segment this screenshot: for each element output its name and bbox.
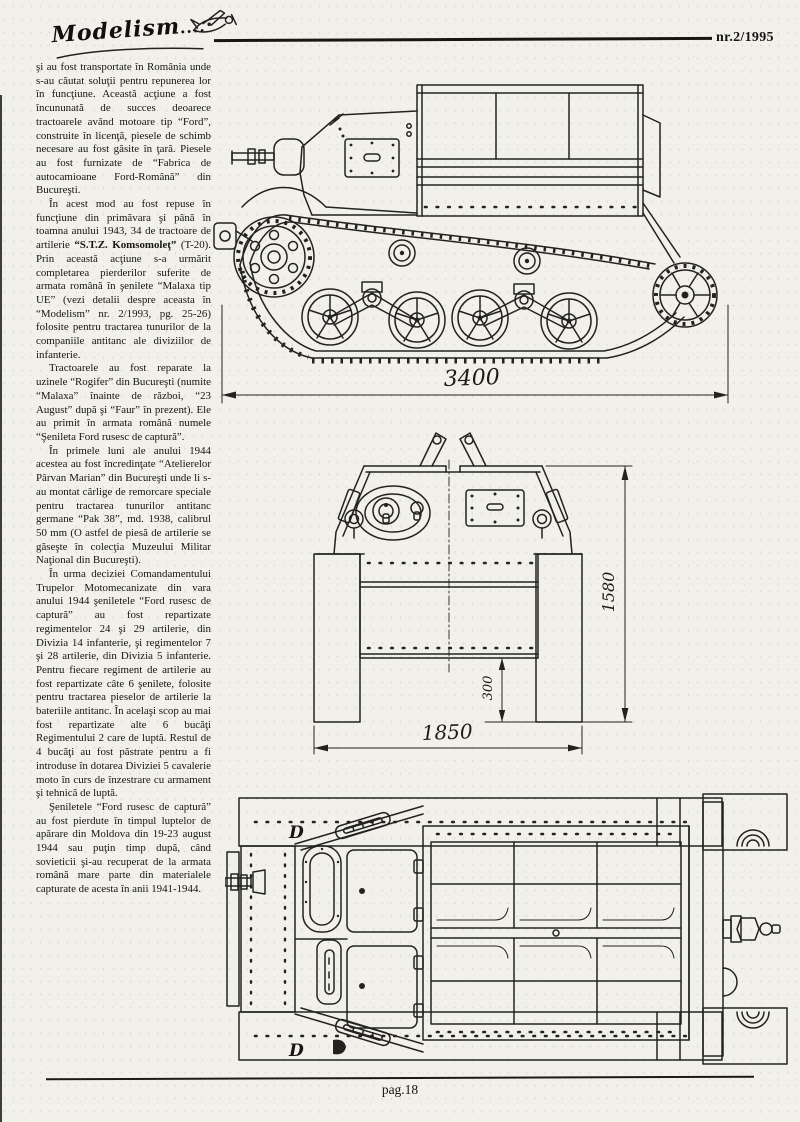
- footer-rule: [46, 1076, 754, 1080]
- gun-mount-opening: [303, 846, 341, 932]
- paragraph: Şeniletele “Ford rusesc de captură” au fost pierdute în timpul luptelor de apărare din Moldova din 19-23 august 1944 sau puţin timp după, când sovieticii şi-au recuperat de la armata română mare parte din materialele capturate de acesta în anii 1941-1944.: [36, 800, 211, 896]
- airplane-doodle-icon: [188, 5, 240, 40]
- cargo-bed-plan: [423, 826, 689, 1040]
- magazine-logo: [51, 10, 234, 66]
- paragraph: [36, 198, 211, 362]
- vehicle-name-bold: “S.T.Z. Komsomoleţ”: [74, 239, 177, 252]
- dimension-width: [314, 719, 582, 754]
- front-view-drawing: [280, 420, 700, 780]
- headlights: [345, 510, 551, 538]
- side-view-drawing: [212, 55, 797, 410]
- paragraph: În urma deciziei Comandamentului Trupelor Motomecanizate din vara anului 1944 şeniletele “Ford rusesc de captură” au fost repartizate regimentelor 24 şi 29 artilerie, din Divizia 14 infanterie, şi regimentelor 7 şi 28 artilerie, din Divizia 5 infanterie. Pentru fiecare regiment de artilerie au fost repartizate câte 6 şenilete, folosite pentru tractarea pieselor de artilerie la bateriile antitanc. În acelaşi scop au mai fost repartizate alte 6 bucăţi Regimentului 2 care de luptă. Restul de 4 bucăţi au fost păstrate pentru a fi introduse în dotarea Diviziei 5 cavalerie moto în curs de înzestrare cu armament şi tehnică de luptă.: [36, 568, 211, 800]
- front-hull: [316, 460, 582, 672]
- hatch-door: [347, 946, 423, 1028]
- dim-label-300: 300: [481, 675, 496, 701]
- front-fender: [214, 188, 416, 250]
- paragraph: În primele luni ale anului 1944 acestea au fost încredinţate “Atelierelor Pârvan Marian” din Bucureşti unde li s-au montat cârlige de remorcare speciale pentru tractarea tunurilor antitanc germane “Pak 38”, md. 1938, calibrul 50 mm (O astfel de piesă de artilerie se găseşte în colecţia Muzeului Militar Naţional din Bucureşti).: [36, 444, 211, 567]
- dim-label-1850: 1850: [421, 719, 474, 745]
- top-vent-slot: [334, 811, 391, 840]
- running-gear: [234, 215, 717, 361]
- dim-label-3400: 3400: [443, 365, 501, 392]
- towing-brackets: [420, 433, 486, 466]
- dimension-clearance: [476, 658, 632, 722]
- logo-text: Modelism: [50, 13, 181, 49]
- gun-barrel: [225, 870, 265, 894]
- page-number: pag.18: [381, 1082, 419, 1097]
- vision-slit: [317, 940, 341, 1004]
- drive-sprocket: [234, 217, 314, 297]
- cab-access-plate: [345, 139, 399, 177]
- logo-dots: ....: [179, 15, 207, 38]
- article-column: [36, 61, 211, 897]
- hatch-door: [347, 850, 423, 932]
- header-rule: [214, 37, 712, 42]
- road-wheel: [389, 292, 445, 348]
- front-hinge-mark: [333, 1040, 346, 1055]
- front-label-d-bottom: D: [289, 1041, 304, 1061]
- paragraph: şi au fost transportate în România unde s-au căutat soluţii pentru repunerea lor în funcţiune. Această acţiune a fost încununată de succes deoarece tractoarele având motoare tip “Ford”, construite în licenţă, piesele de schimb necesare au fost găsite în ţară. Piesele au fost furnizate de “Fabrica de autocamioane Ford-Română” din Bucureşti.: [36, 61, 211, 197]
- front-label-d-top: D: [289, 823, 304, 843]
- top-view-drawing: [225, 788, 797, 1070]
- road-wheel: [541, 293, 597, 349]
- dim-label-1580: 1580: [599, 571, 618, 613]
- paragraph: Tractoarele au fost reparate la uzinele “Rogifer” din Bucureşti (numite “Malaxa” înainte de război, “23 August” după şi “Faur” în prezent). Ele au primit în armata română numele “Şenileta Ford rusesc de captură”.: [36, 362, 211, 443]
- scan-edge-artifact: [0, 95, 2, 1122]
- mg-mount: [356, 486, 430, 540]
- paragraph-text: În acest mod au fost repuse în funcţiune din primăvara şi până în toamna anului 1943, 34 de tractoare de artilerie: [36, 198, 211, 252]
- machine-gun: [232, 139, 304, 175]
- paragraph-text: (T-20). Prin această acţiune s-a urmărit completarea pierderilor suferite de armata română în şenilete “Malaxa tip UE” (vezi detalii despre aceasta în “Modelism” nr. 2/1993, pg. 25-26) folosite pentru tractarea tunurilor de la companiile antitanc ale diviziilor de infanterie.: [36, 239, 211, 361]
- front-tracks: [314, 554, 582, 722]
- issue-number: nr.2/1995: [716, 30, 774, 45]
- tow-hook: [723, 916, 780, 942]
- bogie-wheels: [302, 282, 597, 349]
- idler-wheel: [653, 263, 717, 327]
- front-access-plate: [466, 490, 524, 526]
- top-view-rear: [689, 794, 787, 1064]
- top-view-front: [225, 806, 423, 1061]
